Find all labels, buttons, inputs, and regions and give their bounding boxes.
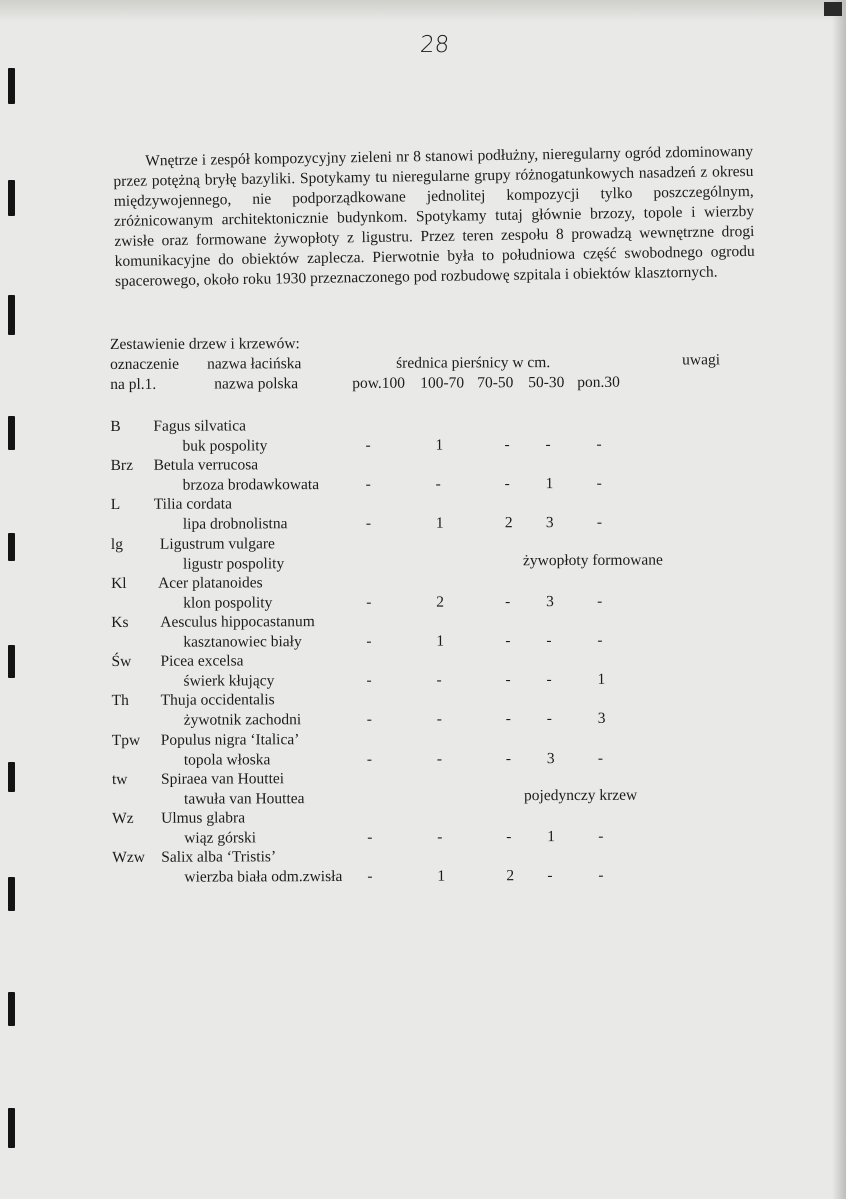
row-diameter-value: - xyxy=(505,710,511,728)
row-latin-name: Aesculus hippocastanum xyxy=(160,613,315,631)
row-diameter-value: - xyxy=(598,827,604,845)
row-diameter-value: 1 xyxy=(436,632,445,650)
row-diameter-value: - xyxy=(366,672,372,690)
row-diameter-value: - xyxy=(597,749,604,767)
row-latin-name: Spiraea van Houttei xyxy=(160,770,285,788)
row-diameter-value: - xyxy=(598,867,604,885)
row-polish-name: wiąz górski xyxy=(184,829,257,847)
row-diameter-value: - xyxy=(436,710,442,728)
binder-hole-mark xyxy=(8,992,15,1026)
row-code: Kl xyxy=(111,574,127,592)
row-latin-name: Acer platanoides xyxy=(158,574,263,592)
row-code: lg xyxy=(110,535,124,553)
row-latin-name: Thuja occidentalis xyxy=(160,691,275,710)
row-polish-name: świerk kłujący xyxy=(183,672,275,690)
row-diameter-value: - xyxy=(437,828,443,846)
tree-inventory-table xyxy=(110,332,752,895)
header-polish-name: nazwa polska xyxy=(214,375,299,393)
row-diameter-value: - xyxy=(596,514,603,532)
table-title: Zestawienie drzew i krzewów: xyxy=(110,335,300,353)
row-latin-name: Ligustrum vulgare xyxy=(159,534,275,553)
row-diameter-value: - xyxy=(505,593,511,611)
row-diameter-value: 2 xyxy=(504,514,513,532)
row-latin-name: Betula verrucosa xyxy=(153,456,259,474)
row-diameter-value: - xyxy=(596,435,602,453)
binder-hole-mark xyxy=(8,645,15,678)
row-diameter-value: 2 xyxy=(436,593,444,611)
row-code: Th xyxy=(111,692,129,710)
scan-corner-mark xyxy=(824,2,842,16)
row-diameter-value: - xyxy=(506,828,512,846)
row-latin-name: Fagus silvatica xyxy=(153,417,246,435)
row-diameter-value: 3 xyxy=(546,592,554,610)
row-code: Wzw xyxy=(112,849,146,867)
row-diameter-value: - xyxy=(596,475,602,493)
row-diameter-value: 3 xyxy=(545,514,554,532)
row-diameter-value: - xyxy=(597,592,603,610)
row-diameter-value: - xyxy=(546,632,552,650)
header-code-line2: na pl.1. xyxy=(110,375,157,393)
row-polish-name: brzoza brodawkowata xyxy=(182,476,320,494)
header-latin-name: nazwa łacińska xyxy=(207,355,302,373)
binder-hole-mark xyxy=(8,295,15,335)
row-code: tw xyxy=(111,770,128,788)
row-diameter-value: - xyxy=(597,631,603,649)
row-diameter-value: - xyxy=(547,867,553,885)
row-diameter-value: - xyxy=(505,632,511,650)
row-diameter-value: - xyxy=(436,750,443,768)
scan-right-edge xyxy=(832,0,846,1199)
row-diameter-value: 1 xyxy=(597,671,606,689)
binder-hole-mark xyxy=(8,180,15,216)
binder-hole-mark xyxy=(8,762,15,792)
row-code: L xyxy=(110,496,121,514)
row-diameter-value: - xyxy=(436,671,442,689)
row-diameter-value: - xyxy=(366,750,373,768)
binder-hole-mark xyxy=(8,533,15,561)
binder-hole-mark xyxy=(8,68,15,104)
row-polish-name: buk pospolity xyxy=(182,437,268,455)
row-latin-name: Picea excelsa xyxy=(160,652,244,670)
row-diameter-value: 3 xyxy=(546,749,555,767)
row-polish-name: ligustr pospolity xyxy=(182,554,285,573)
row-polish-name: żywotnik zachodni xyxy=(183,711,302,730)
row-diameter-value: 1 xyxy=(435,436,444,454)
row-diameter-value: 1 xyxy=(437,867,446,885)
row-diameter-value: 1 xyxy=(545,475,554,493)
header-code: oznaczenie xyxy=(110,355,180,373)
row-code: Tpw xyxy=(111,731,141,749)
row-latin-name: Tilia cordata xyxy=(153,495,232,514)
row-latin-name: Populus nigra ‘Italica’ xyxy=(160,730,300,749)
row-diameter-value: 1 xyxy=(435,514,444,532)
row-diameter-value: - xyxy=(366,593,372,611)
body-text xyxy=(113,142,755,292)
row-polish-name: tawuła van Houttea xyxy=(183,789,305,808)
row-polish-name: kasztanowiec biały xyxy=(183,633,302,651)
row-diameter-value: - xyxy=(365,515,372,533)
row-note: pojedynczy krzew xyxy=(523,786,638,804)
row-code: B xyxy=(110,417,121,435)
header-col-under-30: pon.30 xyxy=(577,373,620,391)
row-code: Św xyxy=(111,653,132,671)
row-latin-name: Ulmus glabra xyxy=(161,809,246,827)
row-diameter-value: - xyxy=(365,436,371,454)
scan-top-edge xyxy=(0,0,846,22)
row-diameter-value: 1 xyxy=(547,828,555,846)
row-diameter-value: - xyxy=(546,710,552,728)
row-code: Wz xyxy=(112,809,134,827)
row-polish-name: wierzba biała odm.zwisła xyxy=(184,868,343,886)
row-diameter-value: 2 xyxy=(506,867,515,885)
row-polish-name: topola włoska xyxy=(183,750,271,769)
row-diameter-value: - xyxy=(367,828,373,846)
row-diameter-value: - xyxy=(365,476,371,494)
header-col-50-30: 50-30 xyxy=(528,374,565,392)
row-diameter-value: - xyxy=(545,436,551,454)
header-col-70-50: 70-50 xyxy=(477,374,514,392)
row-diameter-value: - xyxy=(504,436,510,454)
row-diameter-value: - xyxy=(366,632,372,650)
row-diameter-value: - xyxy=(505,671,511,689)
header-notes: uwagi xyxy=(682,351,721,369)
row-diameter-value: - xyxy=(505,749,512,767)
binder-hole-mark xyxy=(8,877,15,911)
paragraph: Wnętrze i zespół kompozycyjny zieleni nr 8 stanowi podłużny, nieregularny ogród zdominowany przez potężną bryłę bazyliki. Spotykamy tu nieregularne grupy różnogatunkowych nasadzeń z okresu międzywojennego, nie podporządkowane jednolitej kompozycji tylko poszczególnym, zróżnicowanym architektonicznie budynkom. Spotykamy tutaj głównie brzozy, topole i wierzby zwisłe oraz formowane żywopłoty z ligustru. Przez teren zespołu 8 prowadzą wewnętrzne drogi komunikacyjne do obiektów zaplecza. Pierwotnie była to południowa część swobodnego ogrodu spacerowego, około roku 1930 przeznaczonego pod rozbudowę szpitala i obiektów klasztornych. xyxy=(113,142,755,290)
row-diameter-value: - xyxy=(546,671,552,689)
page-number: 28 xyxy=(419,32,451,58)
binder-hole-mark xyxy=(8,1108,15,1148)
row-diameter-value: - xyxy=(504,475,510,493)
row-latin-name: Salix alba ‘Tristis’ xyxy=(161,848,277,866)
header-col-over-100: pow.100 xyxy=(352,374,406,392)
row-diameter-value: - xyxy=(367,868,373,886)
row-polish-name: lipa drobnolistna xyxy=(182,515,288,534)
row-note: żywopłoty formowane xyxy=(522,551,663,569)
binder-hole-mark xyxy=(8,416,15,450)
row-diameter-value: 3 xyxy=(597,710,606,728)
row-polish-name: klon pospolity xyxy=(183,594,273,612)
row-diameter-value: - xyxy=(435,475,441,493)
header-col-100-70: 100-70 xyxy=(420,374,465,392)
header-diameter: średnica pierśnicy w cm. xyxy=(396,354,551,372)
row-diameter-value: - xyxy=(366,711,372,729)
row-code: Ks xyxy=(111,613,129,631)
row-code: Brz xyxy=(110,457,133,475)
